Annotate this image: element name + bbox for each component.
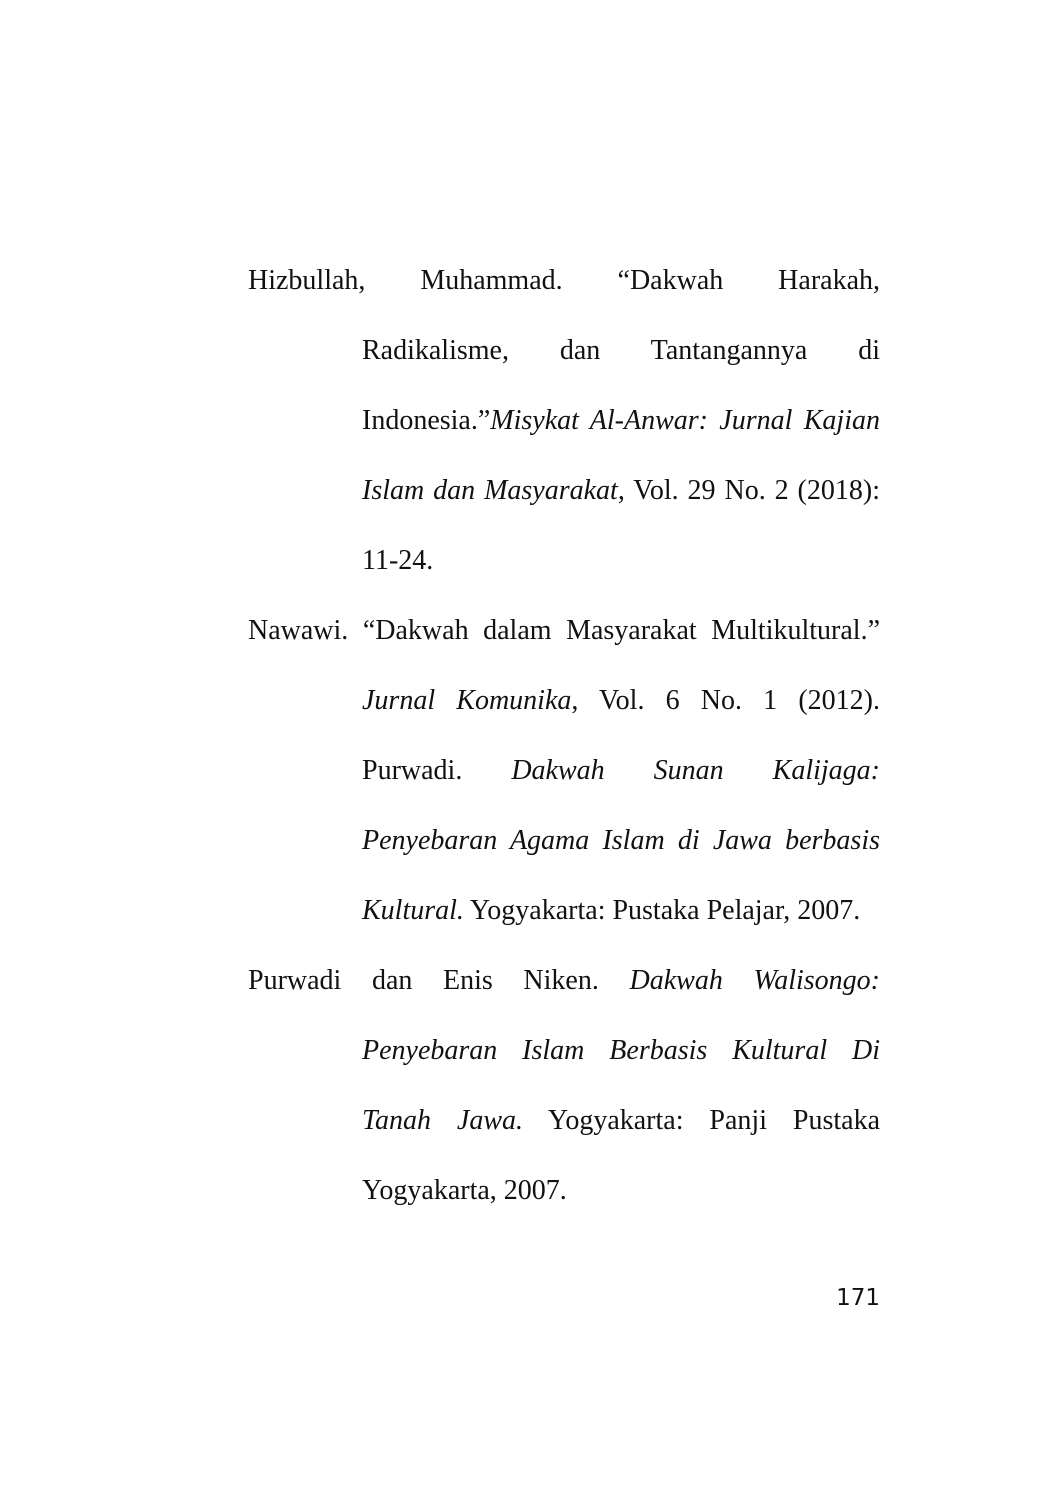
entry-text: , Vol. 6 No. 1 (2012). Purwadi. — [362, 685, 880, 786]
bibliography-entry-purwadi-niken — [248, 946, 880, 1226]
book-title: Dakwah Sunan Kalijaga: Penyebaran Agama Islam di Jawa berbasis Kultural. — [362, 755, 880, 926]
entry-text: Purwadi dan Enis Niken. — [248, 965, 630, 996]
journal-title: Jurnal Komunika — [362, 685, 572, 716]
entry-text: , Vol. 29 No. 2 (2018): 11-24. — [362, 475, 880, 576]
entry-text: Yogyakarta: Panji Pustaka Yogyakarta, 2007. — [362, 1105, 880, 1206]
page-number: 171 — [836, 1285, 880, 1311]
bibliography-list — [248, 246, 880, 1226]
journal-title: Misykat Al-Anwar: Jurnal Kajian Islam dan Masyarakat — [362, 405, 880, 506]
entry-text: Yogyakarta: Pustaka Pelajar, 2007. — [463, 895, 861, 926]
bibliography-entry-nawawi — [248, 596, 880, 946]
entry-text: Nawawi. “Dakwah dalam Masyarakat Multikultural.” — [248, 615, 880, 646]
bibliography-entry-hizbullah — [248, 246, 880, 596]
book-title: Dakwah Walisongo: Penyebaran Islam Berbasis Kultural Di Tanah Jawa. — [362, 965, 880, 1136]
entry-text: Hizbullah, Muhammad. “Dakwah Harakah, Radikalisme, dan Tantangannya di Indonesia.” — [248, 265, 880, 436]
